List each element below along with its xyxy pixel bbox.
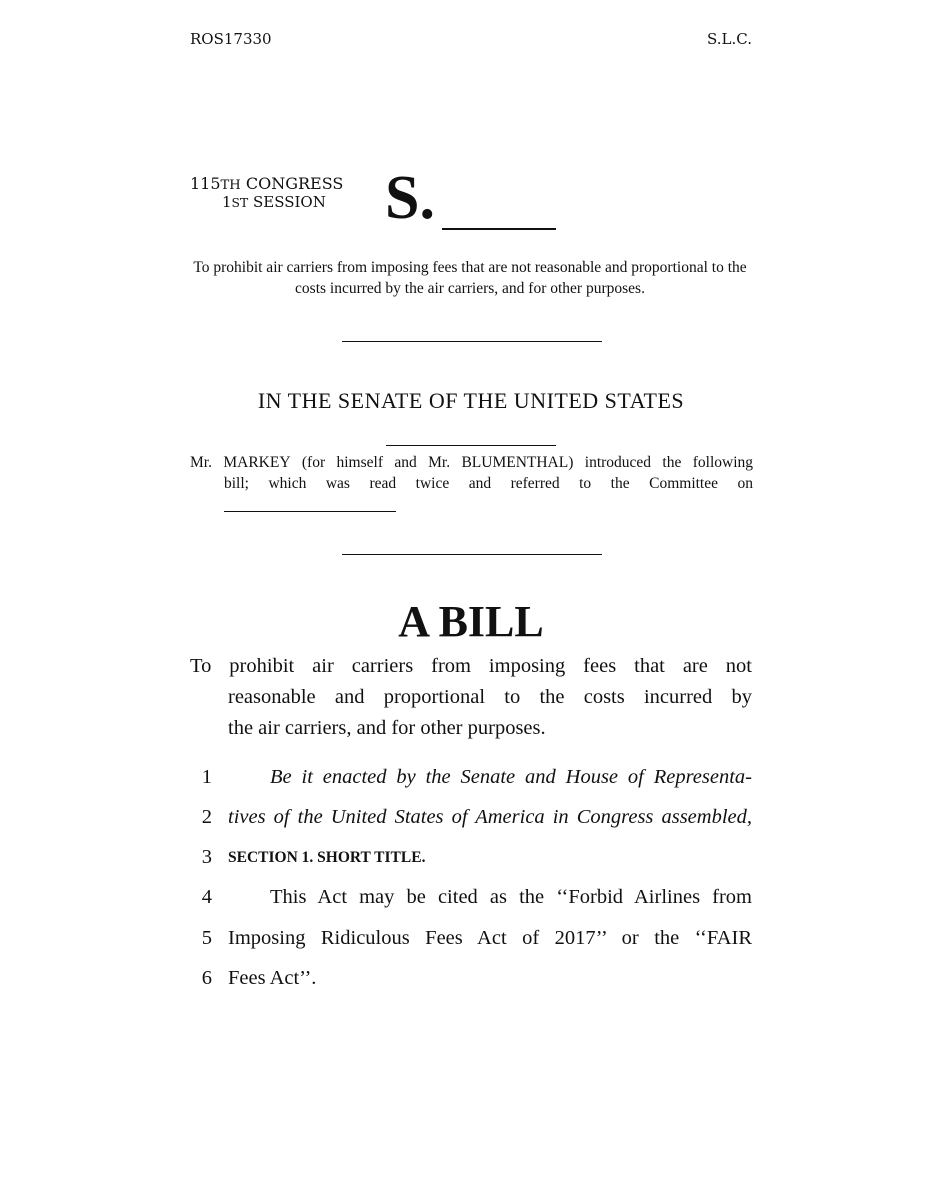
- session-number: [222, 193, 326, 212]
- section-heading: SECTION 1. SHORT TITLE.: [228, 849, 426, 866]
- bill-prefix: S.: [385, 164, 435, 232]
- divider-rule: [386, 445, 556, 446]
- chamber-heading: IN THE SENATE OF THE UNITED STATES: [257, 388, 685, 413]
- congress-label: CONGRESS: [245, 174, 344, 193]
- enacting-clause-line: tives of the United States of America in Congress assembled,: [228, 806, 752, 828]
- cosponsor-name: BLUMENTHAL: [461, 454, 569, 471]
- session-ordinal-suffix: ST: [231, 196, 249, 210]
- introduction-line-2: bill; which was read twice and referred to the Committee on: [224, 475, 753, 492]
- long-title-line: the air carriers, and for other purposes.: [228, 717, 546, 739]
- sponsor-name: MARKEY: [223, 454, 291, 471]
- line-number: 3: [201, 846, 212, 868]
- section-text-line: Imposing Ridiculous Fees Act of 2017’’ or the ‘‘FAIR: [228, 927, 752, 949]
- line-number: 4: [201, 886, 212, 908]
- divider-rule: [342, 341, 602, 342]
- enacting-clause-line: Be it enacted by the Senate and House of Representa-: [270, 766, 752, 788]
- intro-text: ) introduced the following: [568, 454, 754, 471]
- bill-number-blank: [442, 228, 556, 230]
- committee-blank: [224, 511, 396, 512]
- short-purpose: To prohibit air carriers from imposing fees that are not reasonable and proportional to the costs incurred by the air carriers, and for other purposes.: [193, 259, 747, 297]
- line-number: 1: [201, 766, 212, 788]
- session-label: SESSION: [252, 193, 326, 211]
- intro-title: Mr.: [190, 454, 212, 471]
- line-number: 6: [201, 967, 212, 989]
- divider-rule: [342, 554, 602, 555]
- long-title-line: reasonable and proportional to the costs incurred by: [228, 686, 752, 708]
- introduction-line-1: [190, 453, 753, 473]
- congress-ordinal-suffix: TH: [220, 178, 241, 193]
- office-code: S.L.C.: [707, 30, 752, 48]
- congress-number: [190, 175, 343, 195]
- document-id: ROS17330: [190, 30, 272, 48]
- long-title-line: To prohibit air carriers from imposing fees that are not: [190, 655, 752, 677]
- line-number: 2: [201, 806, 212, 828]
- section-text-line: This Act may be cited as the ‘‘Forbid Airlines from: [270, 886, 752, 908]
- session-ordinal: 1: [222, 193, 232, 211]
- congress-ordinal: 115: [190, 174, 221, 193]
- section-text-line: Fees Act’’.: [228, 967, 317, 989]
- intro-text: (for himself and Mr.: [301, 454, 451, 471]
- line-number: 5: [201, 927, 212, 949]
- title-heading: A BILL: [398, 597, 544, 646]
